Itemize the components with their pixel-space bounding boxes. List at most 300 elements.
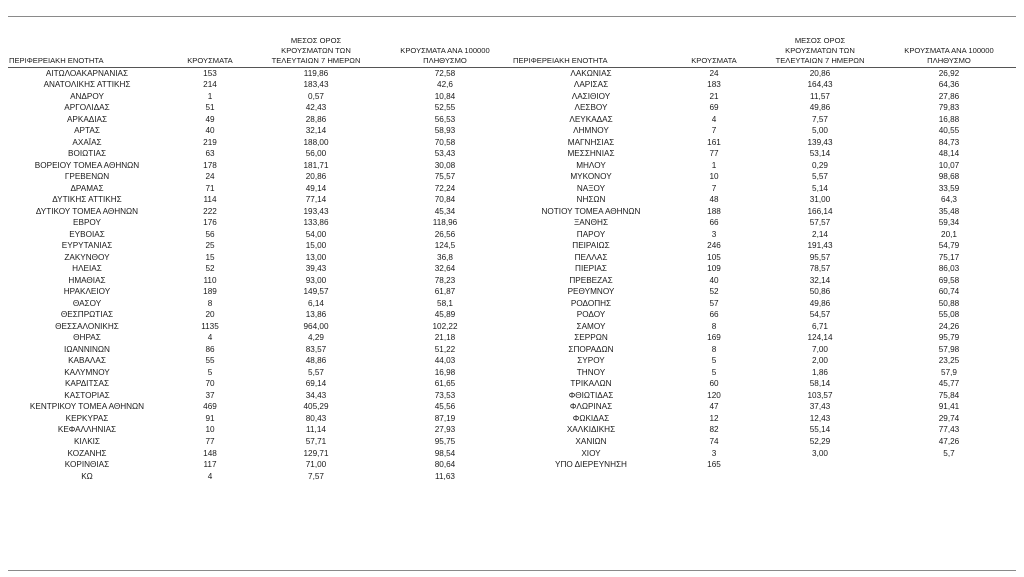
cell-region: ΚΟΡΙΝΘΙΑΣ: [64, 460, 110, 470]
table-row: [512, 332, 1016, 344]
cell-region: ΦΛΩΡΙΝΑΣ: [569, 402, 613, 412]
cell-cases-per-100k: 91,41: [938, 402, 960, 412]
cell-cases: 5: [207, 367, 213, 377]
table-row: [512, 67, 1016, 79]
cell-cases-per-100k: 23,25: [938, 356, 960, 366]
cell-region: ΚΕΦΑΛΛΗΝΙΑΣ: [57, 425, 117, 435]
cell-7day-average: 71,00: [305, 460, 327, 470]
cell-region: ΑΝΔΡΟΥ: [70, 91, 104, 101]
cases-table-left: [8, 22, 512, 482]
cell-cases: 71: [205, 183, 215, 193]
table-row: [512, 102, 1016, 114]
table-row: [8, 229, 512, 241]
table-row: [8, 171, 512, 183]
cell-cases: 57: [709, 298, 719, 308]
table-row: [8, 91, 512, 103]
cell-7day-average: 48,86: [305, 356, 327, 366]
cell-cases-per-100k: 20,1: [941, 229, 957, 239]
cell-cases: 183: [707, 80, 721, 90]
cell-cases-per-100k: 24,26: [938, 321, 960, 331]
header-cases-per-100k: ΚΡΟΥΣΜΑΤΑ ΑΝΑ 100000 ΠΛΗΘΥΣΜΟ: [882, 22, 1016, 67]
cell-cases: 214: [203, 80, 217, 90]
cell-cases-per-100k: 61,65: [434, 379, 456, 389]
cell-7day-average: 42,43: [305, 103, 327, 113]
cell-7day-average: 166,14: [807, 206, 833, 216]
cell-region: ΕΒΡΟΥ: [73, 218, 101, 228]
cell-cases: 63: [205, 149, 215, 159]
cell-cases-per-100k: 30,08: [434, 160, 456, 170]
cell-region: ΚΕΝΤΡΙΚΟΥ ΤΟΜΕΑ ΑΘΗΝΩΝ: [29, 402, 145, 412]
cell-7day-average: 5,57: [812, 172, 828, 182]
cell-7day-average: 405,29: [303, 402, 329, 412]
cell-region: ΛΑΣΙΘΙΟΥ: [571, 91, 611, 101]
cell-cases-per-100k: 56,53: [434, 114, 456, 124]
cell-cases-per-100k: 102,22: [432, 321, 458, 331]
cell-region: ΣΑΜΟΥ: [576, 321, 606, 331]
cell-region: ΜΑΓΝΗΣΙΑΣ: [567, 137, 615, 147]
table-row: [512, 355, 1016, 367]
cell-cases-per-100k: 45,56: [434, 402, 456, 412]
cell-region: ΚΑΒΑΛΑΣ: [68, 356, 106, 366]
cell-cases-per-100k: 59,34: [938, 218, 960, 228]
cell-region: ΘΕΣΠΡΩΤΙΑΣ: [60, 310, 114, 320]
table-row: [8, 436, 512, 448]
table-row: [8, 160, 512, 172]
cell-7day-average: 188,00: [303, 137, 329, 147]
cell-region: ΒΟΙΩΤΙΑΣ: [67, 149, 107, 159]
cell-cases-per-100k: 78,23: [434, 275, 456, 285]
cell-7day-average: [758, 459, 882, 471]
header-cases: ΚΡΟΥΣΜΑΤΑ: [670, 22, 758, 67]
cell-cases-per-100k: 64,3: [941, 195, 957, 205]
cell-cases-per-100k: 75,17: [938, 252, 960, 262]
table-row: [512, 171, 1016, 183]
cell-7day-average: 54,00: [305, 229, 327, 239]
table-row: [8, 125, 512, 137]
cell-region: ΝΟΤΙΟΥ ΤΟΜΕΑ ΑΘΗΝΩΝ: [541, 206, 641, 216]
cell-cases-per-100k: 95,75: [434, 437, 456, 446]
cell-region: ΚΟΖΑΝΗΣ: [67, 448, 107, 458]
cell-region: ΠΕΛΛΑΣ: [574, 252, 608, 262]
table-row: [512, 436, 1016, 448]
table-row: [8, 344, 512, 356]
cell-cases: 66: [709, 218, 719, 228]
cell-region: ΚΕΡΚΥΡΑΣ: [65, 413, 109, 423]
header-7day-average: ΜΕΣΟΣ ΟΡΟΣ ΚΡΟΥΣΜΑΤΩΝ ΤΩΝ ΤΕΛΕΥΤΑΙΩΝ 7 ΗΜΕΡΩΝ: [254, 22, 378, 67]
cell-cases: 10: [709, 172, 719, 182]
cell-cases: 110: [203, 275, 217, 285]
cell-7day-average: 3,00: [812, 448, 828, 458]
table-row: [512, 448, 1016, 460]
table-row: [512, 240, 1016, 252]
cell-cases: 4: [207, 471, 213, 481]
table-row: [8, 332, 512, 344]
table-row: [512, 229, 1016, 241]
cell-cases-per-100k: 47,26: [938, 437, 960, 446]
cell-cases: 165: [707, 460, 721, 470]
cell-cases-per-100k: 11,63: [435, 471, 455, 481]
cell-cases-per-100k: 57,98: [938, 344, 960, 354]
table-row: [512, 148, 1016, 160]
cell-7day-average: 20,86: [305, 172, 327, 182]
cell-cases-per-100k: 73,53: [434, 390, 456, 400]
table-row: [8, 206, 512, 218]
header-region: ΠΕΡΙΦΕΡΕΙΑΚΗ ΕΝΟΤΗΤΑ: [8, 22, 166, 67]
cell-cases-per-100k: 53,43: [434, 149, 456, 159]
cell-region: ΤΗΝΟΥ: [576, 367, 606, 377]
cell-7day-average: 103,57: [807, 390, 833, 400]
cell-7day-average: 31,00: [809, 195, 831, 205]
cell-region: ΠΙΕΡΙΑΣ: [575, 264, 607, 274]
table-row: [8, 183, 512, 195]
cell-cases-per-100k: 10,07: [938, 160, 960, 170]
cell-region: ΚΩ: [81, 471, 93, 481]
cell-cases-per-100k: 33,59: [938, 183, 960, 193]
cell-cases: 109: [707, 264, 721, 274]
cell-cases-per-100k: 95,79: [938, 333, 960, 343]
cell-cases-per-100k: 10,84: [434, 91, 456, 101]
cell-cases-per-100k: 42,6: [437, 80, 453, 90]
cell-cases-per-100k: 51,22: [434, 344, 456, 354]
cell-cases: 52: [205, 264, 215, 274]
cell-cases-per-100k: 58,93: [434, 126, 456, 136]
cell-cases: 10: [205, 425, 215, 435]
table-row: [512, 298, 1016, 310]
cell-cases: 37: [205, 390, 215, 400]
table-row: [8, 252, 512, 264]
cell-cases: 188: [707, 206, 721, 216]
cell-7day-average: 183,43: [303, 80, 329, 90]
cell-cases-per-100k: 60,74: [938, 287, 960, 297]
cell-7day-average: 49,14: [305, 183, 327, 193]
table-row: [512, 125, 1016, 137]
cell-cases: 1: [207, 91, 213, 101]
cell-7day-average: 5,00: [812, 126, 828, 136]
table-row: [512, 194, 1016, 206]
cell-7day-average: 32,14: [305, 126, 327, 136]
table-row: [8, 413, 512, 425]
cell-cases-per-100k: 45,34: [434, 206, 456, 216]
cell-7day-average: 57,71: [305, 437, 327, 446]
table-row: [512, 137, 1016, 149]
table-body-right: [512, 67, 1016, 471]
cell-region: ΕΥΡΥΤΑΝΙΑΣ: [61, 241, 113, 251]
cell-cases-per-100k: 27,86: [938, 91, 960, 101]
cell-7day-average: 78,57: [809, 264, 831, 274]
cell-cases: 4: [711, 114, 717, 124]
cell-region: ΔΥΤΙΚΗΣ ΑΤΤΙΚΗΣ: [52, 195, 122, 205]
cell-7day-average: 39,43: [305, 264, 327, 274]
table-row: [8, 67, 512, 79]
cell-region: ΚΑΛΥΜΝΟΥ: [64, 367, 110, 377]
table-row: [8, 298, 512, 310]
cell-cases: 8: [207, 298, 213, 308]
cell-region: ΒΟΡΕΙΟΥ ΤΟΜΕΑ ΑΘΗΝΩΝ: [34, 160, 140, 170]
cell-region: ΣΠΟΡΑΔΩΝ: [568, 344, 614, 354]
cell-cases-per-100k: 52,55: [434, 103, 456, 113]
cell-cases: 74: [709, 437, 719, 446]
cell-region: ΧΙΟΥ: [581, 448, 601, 458]
cell-cases: 40: [709, 275, 719, 285]
table-row: [8, 355, 512, 367]
cell-region: ΝΑΞΟΥ: [576, 183, 606, 193]
cell-7day-average: 11,14: [306, 425, 326, 435]
cell-7day-average: 139,43: [807, 137, 833, 147]
cell-7day-average: 129,71: [303, 448, 329, 458]
cell-cases: 70: [205, 379, 215, 389]
cell-cases-per-100k: 16,98: [434, 367, 456, 377]
cell-7day-average: 77,14: [305, 195, 327, 205]
cell-cases: 56: [205, 229, 215, 239]
table-row: [512, 91, 1016, 103]
cell-region: ΑΡΤΑΣ: [74, 126, 100, 136]
cell-cases-per-100k: 87,19: [434, 413, 456, 423]
table-header-row: [8, 22, 512, 67]
cell-cases-per-100k: 98,68: [938, 172, 960, 182]
cell-region: ΔΡΑΜΑΣ: [70, 183, 104, 193]
cell-cases-per-100k: 75,57: [434, 172, 456, 182]
cell-region: ΗΛΕΙΑΣ: [72, 264, 102, 274]
cell-cases: 176: [203, 218, 217, 228]
cell-region: ΖΑΚΥΝΘΟΥ: [64, 252, 110, 262]
cell-7day-average: 7,57: [812, 114, 828, 124]
cell-cases: 20: [205, 310, 215, 320]
table-row: [8, 148, 512, 160]
table-row: [8, 401, 512, 413]
table-row: [512, 401, 1016, 413]
cell-cases: 21: [709, 91, 719, 101]
bottom-rule: [8, 570, 1016, 571]
cell-cases: 219: [203, 137, 217, 147]
cell-cases: 24: [709, 68, 719, 78]
cell-cases: 105: [707, 252, 721, 262]
cell-region: ΛΑΡΙΣΑΣ: [573, 80, 609, 90]
table-row: [8, 137, 512, 149]
table-row: [512, 321, 1016, 333]
cell-region: ΘΑΣΟΥ: [72, 298, 102, 308]
cell-region: ΑΝΑΤΟΛΙΚΗΣ ΑΤΤΙΚΗΣ: [43, 80, 131, 90]
table-row: [512, 309, 1016, 321]
cell-cases: 153: [203, 68, 217, 78]
table-row: [8, 367, 512, 379]
cell-cases: 5: [711, 367, 717, 377]
cell-cases: 7: [711, 126, 717, 136]
cell-7day-average: 69,14: [305, 379, 327, 389]
cell-7day-average: 13,00: [305, 252, 327, 262]
cell-cases: 120: [707, 390, 721, 400]
cell-cases: 114: [203, 195, 217, 205]
cell-cases: 60: [709, 379, 719, 389]
table-row: [8, 240, 512, 252]
cell-7day-average: 6,71: [812, 321, 828, 331]
cell-cases-per-100k: 72,58: [434, 68, 456, 78]
table-row: [8, 309, 512, 321]
cell-cases: 189: [203, 287, 217, 297]
table-row: [8, 448, 512, 460]
cell-cases-per-100k: 124,5: [434, 241, 456, 251]
cell-region: ΡΕΘΥΜΝΟΥ: [567, 287, 615, 297]
table-body-left: [8, 67, 512, 482]
cell-7day-average: 12,43: [809, 413, 831, 423]
cell-cases: 69: [709, 103, 719, 113]
cell-cases-per-100k: 16,88: [938, 114, 960, 124]
cell-cases: 55: [205, 356, 215, 366]
header-cases-per-100k: ΚΡΟΥΣΜΑΤΑ ΑΝΑ 100000 ΠΛΗΘΥΣΜΟ: [378, 22, 512, 67]
cell-cases-per-100k: 32,64: [434, 264, 456, 274]
cell-region: ΘΕΣΣΑΛΟΝΙΚΗΣ: [55, 321, 119, 331]
cell-cases: 117: [203, 460, 217, 470]
cell-7day-average: 5,57: [308, 367, 324, 377]
cell-region: ΚΑΣΤΟΡΙΑΣ: [64, 390, 110, 400]
cell-region: ΘΗΡΑΣ: [73, 333, 101, 343]
cell-region: ΑΡΚΑΔΙΑΣ: [66, 114, 108, 124]
cell-cases-per-100k: 70,58: [434, 137, 456, 147]
cell-cases-per-100k: 86,03: [938, 264, 960, 274]
table-row: [512, 252, 1016, 264]
table-row: [512, 286, 1016, 298]
cell-region: ΔΥΤΙΚΟΥ ΤΟΜΕΑ ΑΘΗΝΩΝ: [35, 206, 139, 216]
cell-cases-per-100k: 58,1: [437, 298, 453, 308]
cell-7day-average: 5,14: [812, 183, 828, 193]
table-row: [8, 263, 512, 275]
cell-7day-average: 191,43: [807, 241, 833, 251]
table-row: [512, 378, 1016, 390]
cell-region: ΡΟΔΟΠΗΣ: [570, 298, 612, 308]
cell-7day-average: 193,43: [303, 206, 329, 216]
cell-cases: 77: [709, 149, 719, 159]
cell-7day-average: 181,71: [303, 160, 329, 170]
table-row: [8, 390, 512, 402]
table-row: [512, 275, 1016, 287]
cell-cases: 12: [709, 413, 719, 423]
cell-cases: 4: [207, 333, 213, 343]
cell-7day-average: 7,57: [308, 471, 324, 481]
cell-7day-average: 83,57: [305, 344, 327, 354]
table-row: [512, 424, 1016, 436]
cell-region: ΛΕΥΚΑΔΑΣ: [569, 114, 613, 124]
cell-7day-average: 95,57: [809, 252, 831, 262]
cell-cases: 25: [205, 241, 215, 251]
cell-region: ΣΥΡΟΥ: [577, 356, 605, 366]
cell-cases: 49: [205, 114, 215, 124]
cell-region: ΓΡΕΒΕΝΩΝ: [64, 172, 110, 182]
cell-7day-average: 28,86: [305, 114, 327, 124]
cell-region: ΜΥΚΟΝΟΥ: [570, 172, 612, 182]
cell-7day-average: 2,14: [812, 229, 828, 239]
cell-cases-per-100k: 55,08: [938, 310, 960, 320]
cell-7day-average: 964,00: [303, 321, 329, 331]
cell-region: ΚΙΛΚΙΣ: [73, 437, 100, 446]
cell-cases-per-100k: 54,79: [938, 241, 960, 251]
cell-cases-per-100k: 45,77: [938, 379, 960, 389]
cell-cases-per-100k: 40,55: [938, 126, 960, 136]
cell-cases: 5: [711, 356, 717, 366]
cell-7day-average: 53,14: [809, 149, 831, 159]
table-header-row: [512, 22, 1016, 67]
cell-cases: 161: [707, 137, 721, 147]
cell-cases: 1135: [201, 321, 219, 331]
cell-region: ΛΑΚΩΝΙΑΣ: [570, 68, 612, 78]
table-row: [8, 378, 512, 390]
cell-region: ΑΡΓΟΛΙΔΑΣ: [64, 103, 110, 113]
table-row: [512, 459, 1016, 471]
table-row: [512, 413, 1016, 425]
table-row: [8, 275, 512, 287]
table-row: [512, 367, 1016, 379]
cell-cases-per-100k: 48,14: [938, 149, 960, 159]
cell-cases: 91: [205, 413, 215, 423]
cell-cases-per-100k: 26,56: [434, 229, 456, 239]
cell-cases: 222: [203, 206, 217, 216]
cell-cases: 86: [205, 344, 215, 354]
cell-7day-average: 37,43: [809, 402, 831, 412]
header-7day-average: ΜΕΣΟΣ ΟΡΟΣ ΚΡΟΥΣΜΑΤΩΝ ΤΩΝ ΤΕΛΕΥΤΑΙΩΝ 7 ΗΜΕΡΩΝ: [758, 22, 882, 67]
cell-7day-average: 0,29: [812, 160, 828, 170]
table-row: [8, 286, 512, 298]
cell-7day-average: 52,29: [809, 437, 831, 446]
cell-7day-average: 49,86: [809, 103, 831, 113]
cell-cases-per-100k: 118,96: [432, 218, 458, 228]
cases-table-right: [512, 22, 1016, 471]
cell-cases-per-100k: 27,93: [434, 425, 456, 435]
cell-region: ΛΗΜΝΟΥ: [573, 126, 609, 136]
table-row: [8, 321, 512, 333]
cell-region: ΝΗΣΩΝ: [576, 195, 606, 205]
cell-region: ΜΗΛΟΥ: [576, 160, 606, 170]
cell-region: ΡΟΔΟΥ: [576, 310, 606, 320]
cell-region: ΛΕΣΒΟΥ: [574, 103, 608, 113]
table-row: [8, 471, 512, 483]
cell-cases-per-100k: 57,9: [941, 367, 957, 377]
cell-7day-average: 57,57: [809, 218, 831, 228]
cell-cases-per-100k: 77,43: [938, 425, 960, 435]
cell-cases: 246: [707, 241, 721, 251]
cell-7day-average: 149,57: [303, 287, 329, 297]
cell-region: ΤΡΙΚΑΛΩΝ: [570, 379, 612, 389]
cell-7day-average: 55,14: [809, 425, 831, 435]
cell-7day-average: 1,86: [812, 367, 828, 377]
cell-7day-average: 32,14: [809, 275, 831, 285]
cell-cases: 77: [205, 437, 215, 446]
table-row: [512, 344, 1016, 356]
cell-7day-average: 54,57: [809, 310, 831, 320]
cell-cases: 3: [711, 448, 717, 458]
cell-cases-per-100k: 61,87: [434, 287, 456, 297]
cell-cases: 3: [711, 229, 717, 239]
cell-7day-average: 58,14: [809, 379, 831, 389]
table-row: [512, 183, 1016, 195]
table-row: [8, 79, 512, 91]
cell-7day-average: 2,00: [812, 356, 828, 366]
cell-region: ΠΕΙΡΑΙΩΣ: [572, 241, 610, 251]
cell-cases-per-100k: 29,74: [938, 413, 960, 423]
table-row: [8, 194, 512, 206]
cell-region: ΠΡΕΒΕΖΑΣ: [569, 275, 613, 285]
cell-7day-average: 80,43: [305, 413, 327, 423]
cell-7day-average: 6,14: [308, 298, 324, 308]
cell-region: ΞΑΝΘΗΣ: [573, 218, 609, 228]
table-row: [8, 459, 512, 471]
cell-region: ΠΑΡΟΥ: [576, 229, 606, 239]
cell-cases: 51: [205, 103, 215, 113]
cell-region: ΧΑΛΚΙΔΙΚΗΣ: [566, 425, 616, 435]
cell-7day-average: 133,86: [303, 218, 329, 228]
cell-cases-per-100k: 70,84: [434, 195, 456, 205]
cell-region: ΕΥΒΟΙΑΣ: [69, 229, 105, 239]
cell-region: ΦΘΙΩΤΙΔΑΣ: [568, 390, 614, 400]
cell-region: ΜΕΣΣΗΝΙΑΣ: [567, 149, 615, 159]
header-cases: ΚΡΟΥΣΜΑΤΑ: [166, 22, 254, 67]
